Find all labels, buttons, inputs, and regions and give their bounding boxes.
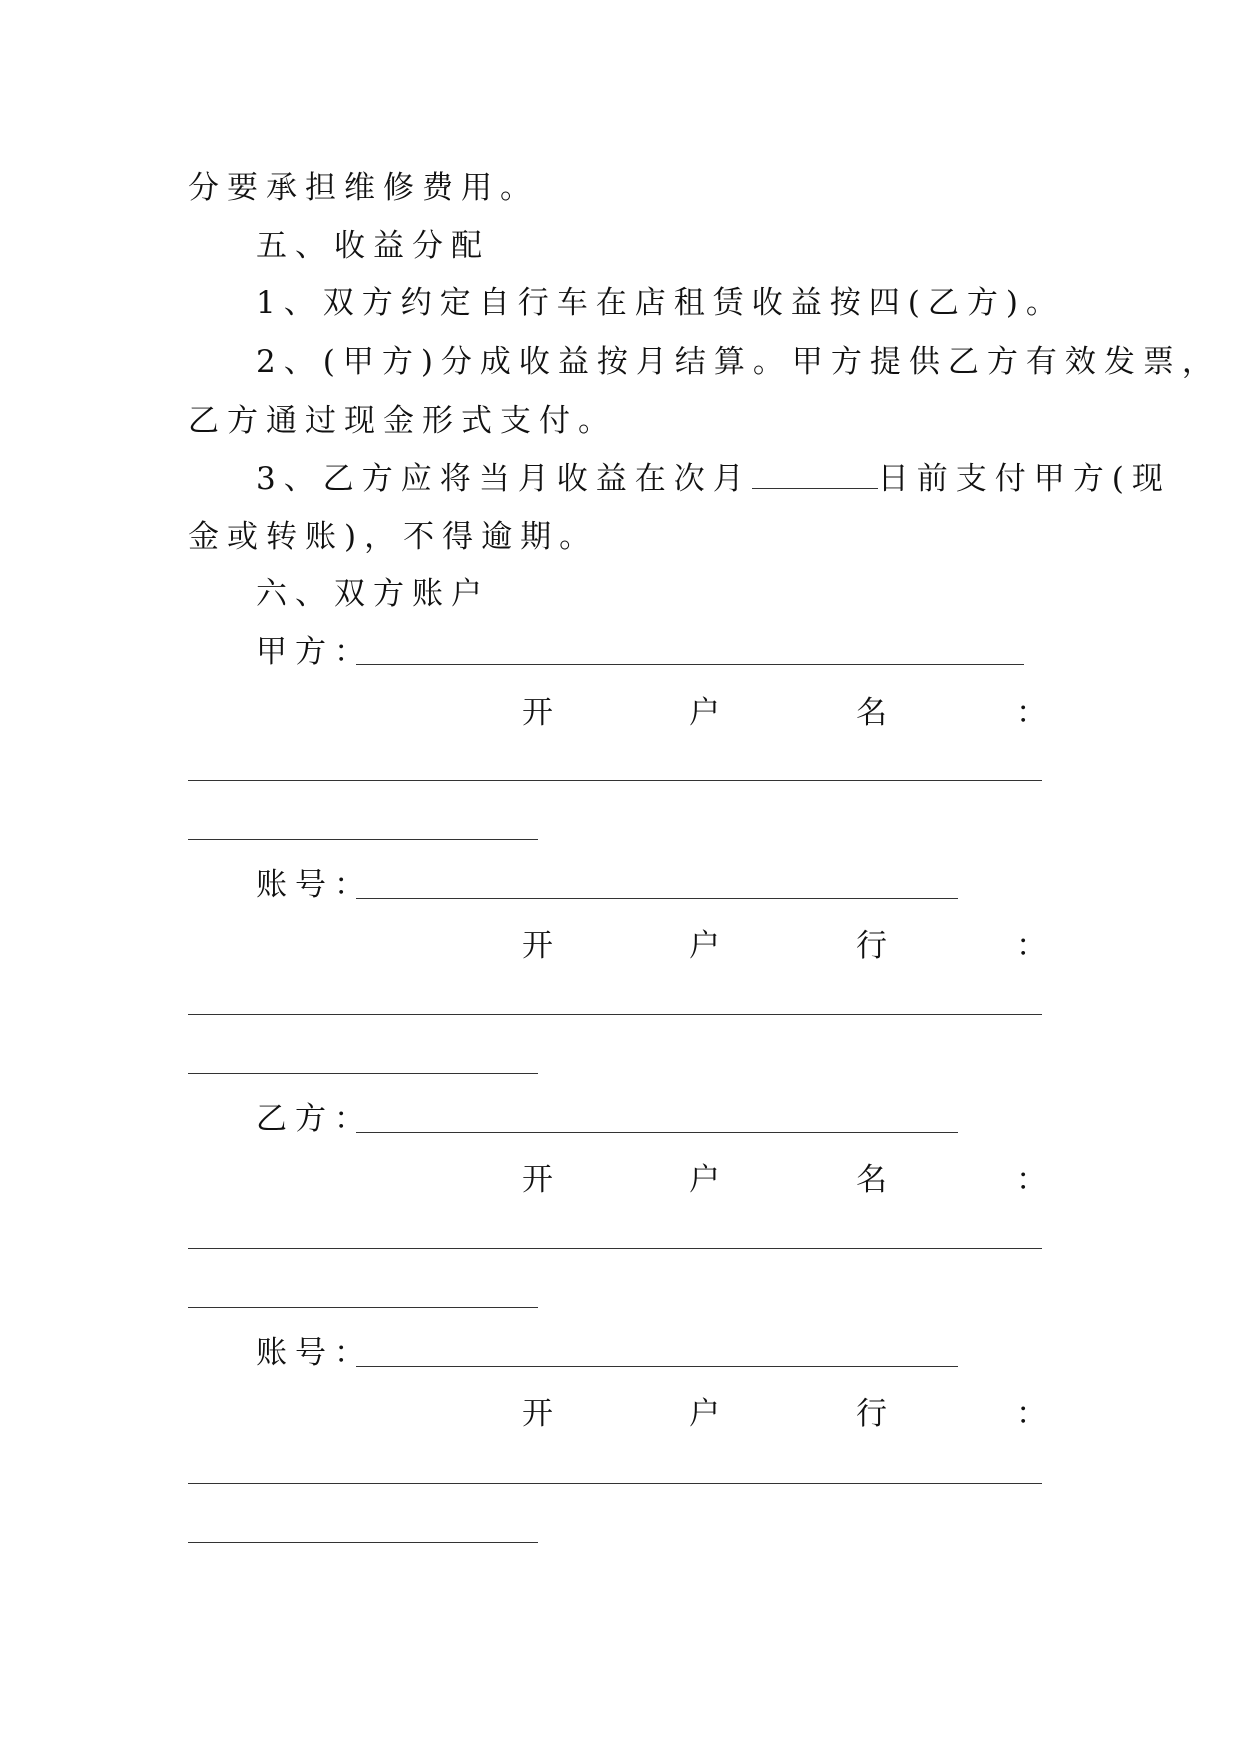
field-char: 户 [689, 695, 720, 731]
bank-row [188, 1384, 1058, 1444]
field-char: 户 [689, 928, 720, 964]
field-char: 开 [522, 928, 553, 964]
fill-in-rule [188, 839, 538, 840]
account-number-label: 账号： [256, 867, 373, 903]
date-blank [752, 468, 878, 489]
field-char: 户 [689, 1396, 720, 1432]
field-char: 行 [856, 1396, 887, 1432]
account-number-label: 账号： [256, 1335, 373, 1371]
field-char: 名 [856, 695, 887, 731]
fill-in-rule [188, 1073, 538, 1074]
paragraph-line: 乙方通过现金形式支付。 [188, 403, 617, 439]
section-heading: 五、收益分配 [256, 228, 490, 264]
paragraph-line [256, 449, 1171, 509]
party-b-line [256, 1089, 1058, 1149]
field-char: 行 [856, 928, 887, 964]
account-name-row [188, 683, 1058, 743]
paragraph-line: 1、双方约定自行车在店租赁收益按四(乙方)。 [256, 285, 1065, 321]
field-char: 户 [689, 1162, 720, 1198]
field-char: ： [1016, 928, 1047, 964]
fill-in-rule [188, 1014, 1042, 1015]
fill-in-rule [188, 1542, 538, 1543]
paragraph-text: 日前支付甲方(现 [877, 461, 1171, 497]
paragraph-line: 分要承担维修费用。 [188, 170, 539, 206]
account-number-line [256, 1323, 1058, 1383]
field-char: ： [1016, 695, 1047, 731]
field-char: ： [1016, 1396, 1047, 1432]
paragraph-line: 金或转账)，不得逾期。 [188, 519, 599, 555]
party-a-label: 甲方： [256, 634, 373, 670]
party-a-line [256, 622, 1058, 682]
account-number-blank [356, 1366, 958, 1367]
paragraph-text: 3、乙方应将当月收益在次月 [256, 461, 752, 497]
fill-in-rule [188, 1307, 538, 1308]
fill-in-rule [188, 780, 1042, 781]
bank-row [188, 916, 1058, 976]
account-number-blank [356, 898, 958, 899]
account-name-row [188, 1150, 1058, 1210]
party-b-blank [356, 1132, 958, 1133]
field-char: ： [1016, 1162, 1047, 1198]
party-a-blank [356, 664, 1024, 665]
fill-in-rule [188, 1483, 1042, 1484]
field-char: 开 [522, 1162, 553, 1198]
section-heading: 六、双方账户 [256, 576, 490, 612]
field-char: 名 [856, 1162, 887, 1198]
field-char: 开 [522, 1396, 553, 1432]
field-char: 开 [522, 695, 553, 731]
fill-in-rule [188, 1248, 1042, 1249]
paragraph-line: 2、(甲方)分成收益按月结算。甲方提供乙方有效发票， [256, 344, 1221, 380]
account-number-line [256, 855, 1058, 915]
party-b-label: 乙方： [256, 1101, 373, 1137]
